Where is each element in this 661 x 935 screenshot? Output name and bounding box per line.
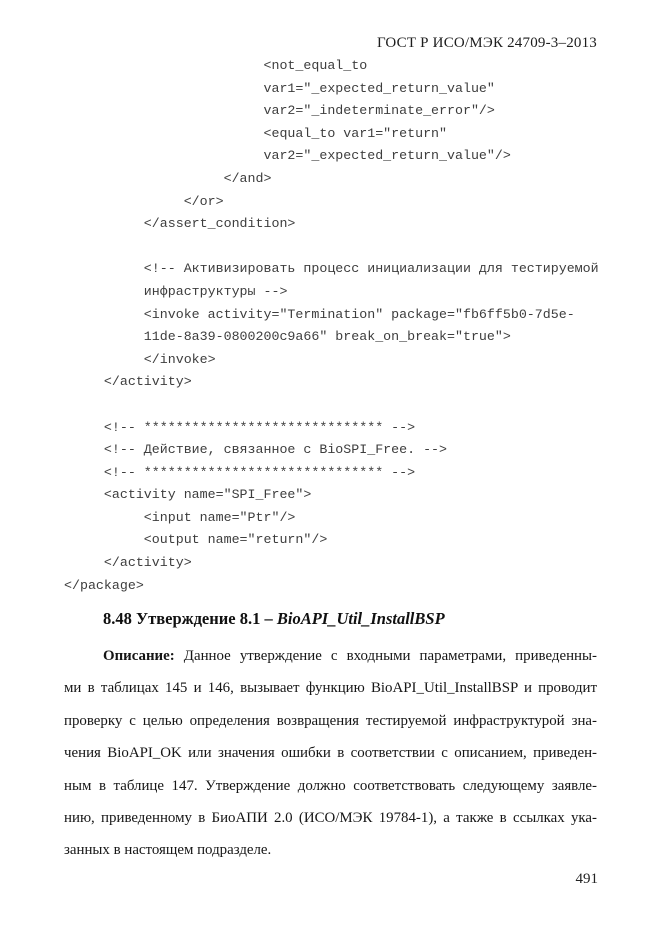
running-header: ГОСТ Р ИСО/МЭК 24709-3–2013 (376, 35, 597, 51)
paragraph-line: проверку с целью определения возвращения тестируемой инфраструктурой зна- (64, 712, 597, 729)
paragraph-line: ми в таблицах 145 и 146, вызывает функцию BioAPI_Util_InstallBSP и проводит (64, 680, 597, 697)
paragraph-line: чения BioAPI_OK или значения ошибки в соответствии с описанием, приведен- (64, 745, 597, 762)
code-line: 11de-8a39-0800200c9a66" break_on_break="true"> (64, 329, 511, 345)
section-heading-term: BioAPI_Util_InstallBSP (276, 609, 445, 628)
code-line: </package> (64, 577, 144, 593)
code-line: <not_equal_to (64, 58, 368, 73)
paragraph-line: нию, приведенному в БиоАПИ 2.0 (ИСО/МЭК 19784-1), а также в ссылках ука- (64, 810, 597, 827)
code-line: <!-- Активизировать процесс инициализации для тестируемой (64, 261, 599, 277)
code-line: <!-- ****************************** --> (64, 464, 416, 480)
code-line: var1="_expected_return_value" (64, 80, 495, 96)
code-line: <input name="Ptr"/> (64, 509, 296, 525)
section-heading-prefix: 8.48 Утверждение 8.1 – (103, 609, 277, 628)
code-line (64, 394, 599, 417)
description-label: Описание: (103, 648, 175, 664)
xml-code-listing (64, 55, 599, 597)
code-line: </or> (64, 193, 224, 209)
code-line (64, 236, 599, 259)
code-line: <invoke activity="Termination" package="fb6ff5b0-7d5e- (64, 306, 575, 322)
paragraph-line: ным в таблице 147. Утверждение должно соответствовать следующему заявле- (64, 777, 597, 794)
description-paragraph (64, 640, 597, 867)
code-line: </invoke> (64, 351, 216, 367)
paragraph-line: занных в настоящем подразделе. (64, 842, 272, 859)
code-line: <output name="return"/> (64, 532, 328, 548)
code-line: <!-- Действие, связанное с BioSPI_Free. --> (64, 442, 448, 458)
code-line: <activity name="SPI_Free"> (64, 487, 312, 503)
paragraph-line-text: Данное утверждение с входными параметрами, приведенны- (174, 648, 597, 664)
section-heading (103, 609, 445, 629)
code-line: </and> (64, 170, 272, 186)
page-number: 491 (575, 871, 598, 887)
code-line: <!-- ****************************** --> (64, 419, 416, 435)
code-line: </activity> (64, 555, 192, 571)
code-line: инфраструктуры --> (64, 283, 288, 299)
code-line: </activity> (64, 374, 192, 390)
code-line: var2="_expected_return_value"/> (64, 148, 511, 164)
paragraph-line (64, 640, 597, 672)
code-line: </assert_condition> (64, 216, 296, 232)
code-line: <equal_to var1="return" (64, 125, 448, 141)
code-line: var2="_indeterminate_error"/> (64, 103, 495, 119)
